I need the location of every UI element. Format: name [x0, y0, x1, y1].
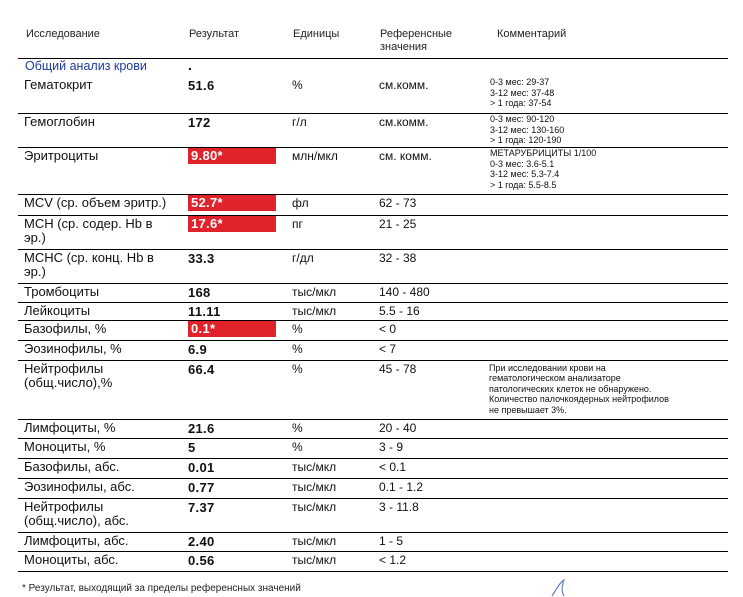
test-name-line: Тромбоциты [24, 284, 100, 299]
reference-range: 32 - 38 [379, 251, 417, 265]
comment-line: не превышает 3%. [489, 404, 567, 415]
table-row [18, 76, 728, 114]
comment-line: 0-3 мес: 3.6-5.1 [490, 158, 555, 169]
unit: % [292, 421, 303, 435]
table-row [18, 283, 728, 303]
test-name [24, 217, 153, 245]
reference-range: < 7 [379, 342, 397, 356]
table-row [18, 340, 728, 361]
unit: % [292, 322, 303, 336]
table-row [18, 215, 728, 250]
unit: % [292, 362, 303, 376]
comment-line: патологических клеток не обнаружено. [489, 383, 652, 394]
reference-range: 62 - 73 [379, 196, 417, 210]
table-row [18, 194, 728, 216]
unit: пг [292, 217, 303, 231]
unit: тыс/мкл [292, 285, 337, 299]
test-name [24, 421, 115, 435]
result-value: 168 [188, 285, 211, 300]
result-value: 33.3 [188, 251, 215, 266]
test-name-line: Эритроциты [24, 148, 99, 163]
table-row [18, 551, 728, 572]
table-row [18, 458, 728, 479]
test-name-line: Нейтрофилы [24, 361, 104, 376]
comment [490, 114, 564, 146]
test-name-line: Гемоглобин [24, 114, 95, 129]
test-name-line: Лимфоциты, % [24, 420, 116, 435]
reference-range: < 0.1 [379, 460, 407, 474]
unit: тыс/мкл [292, 460, 337, 474]
test-name [24, 115, 95, 129]
comment-line: 3-12 мес: 5.3-7.4 [490, 169, 560, 179]
test-name [24, 342, 122, 356]
result-value: 0.77 [188, 480, 215, 495]
unit: тыс/мкл [292, 500, 337, 514]
reference-range: 1 - 5 [379, 534, 404, 548]
result-value: 66.4 [188, 362, 215, 377]
unit: г/л [292, 115, 307, 129]
table-row [18, 478, 728, 499]
table-row [18, 438, 728, 459]
comment-line: > 1 года: 37-54 [490, 98, 552, 108]
test-name-line: Базофилы, абс. [24, 459, 120, 474]
test-name [24, 553, 119, 567]
test-name-line: эр.) [24, 264, 46, 279]
comment-line: 0-3 мес: 29-37 [490, 77, 550, 87]
test-name [24, 196, 166, 210]
test-name [24, 285, 99, 299]
unit: % [292, 342, 303, 356]
comment-line: > 1 года: 5.5-8.5 [490, 179, 557, 190]
test-name [24, 460, 119, 474]
reference-range: 0.1 - 1.2 [379, 480, 424, 494]
reference-range: см. комм. [379, 149, 432, 163]
test-name-line: эр.) [24, 230, 46, 245]
unit: млн/мкл [292, 149, 338, 163]
test-name [24, 149, 98, 163]
comment [489, 363, 669, 415]
test-name [24, 78, 92, 92]
result-value: 21.6 [188, 421, 215, 436]
table-row [18, 147, 728, 195]
test-name-line: MCH (ср. содер. Hb в [24, 216, 153, 231]
test-name-line: Моноциты, % [24, 439, 106, 454]
test-name-line: MCHC (ср. конц. Hb в [24, 250, 154, 265]
unit: тыс/мкл [292, 553, 337, 567]
comment-line: 0-3 мес: 90-120 [490, 114, 555, 124]
unit: тыс/мкл [292, 480, 337, 494]
table-row [18, 320, 728, 341]
reference-range: см.комм. [379, 78, 429, 92]
test-name-line: Лимфоциты, абс. [24, 533, 129, 548]
footnote: * Результат, выходящий за пределы референсных значений [22, 583, 301, 594]
header-result: Результат [189, 28, 240, 40]
table-row [18, 360, 728, 420]
result-value: 0.01 [188, 460, 215, 475]
section-marker: . [188, 57, 192, 73]
unit: тыс/мкл [292, 534, 337, 548]
unit: г/дл [292, 251, 314, 265]
result-value: 0.56 [188, 553, 215, 568]
section-title: Общий анализ крови [25, 59, 147, 73]
result-value-flagged: 0.1* [188, 321, 276, 337]
unit: фл [292, 196, 309, 210]
result-value: 11.11 [188, 304, 221, 319]
comment-line: 3-12 мес: 37-48 [490, 87, 555, 98]
header-comment: Комментарий [497, 28, 567, 40]
test-name [24, 440, 105, 454]
comment-line: МЕТАРУБРИЦИТЫ 1/100 [490, 148, 597, 158]
test-name [24, 322, 106, 336]
test-name-line: Нейтрофилы [24, 499, 104, 514]
test-name-line: Эозинофилы, % [24, 341, 122, 356]
test-name [24, 534, 129, 548]
test-name [24, 251, 154, 279]
test-name-line: (общ.число), абс. [24, 513, 130, 528]
test-name-line: MCV (ср. объем эритр.) [24, 195, 167, 210]
reference-range: 3 - 9 [379, 440, 404, 454]
reference-range: 21 - 25 [379, 217, 417, 231]
reference-range: 20 - 40 [379, 421, 417, 435]
comment-line: гематологическом анализаторе [489, 373, 621, 384]
header-reference-line2: значения [380, 41, 428, 53]
unit: тыс/мкл [292, 304, 337, 318]
unit: % [292, 78, 303, 92]
result-value: 172 [188, 115, 211, 130]
test-name [24, 304, 90, 318]
comment-line: > 1 года: 120-190 [490, 135, 562, 145]
comment [490, 77, 554, 109]
test-name-line: Гематокрит [24, 77, 93, 92]
comment-line: Количество палочкоядерных нейтрофилов [489, 394, 669, 405]
reference-range: < 1.2 [379, 553, 407, 567]
result-value: 51.6 [188, 78, 215, 93]
header-test: Исследование [26, 28, 100, 40]
reference-range: < 0 [379, 322, 397, 336]
test-name-line: Базофилы, % [24, 321, 107, 336]
test-name-line: Лейкоциты [24, 303, 91, 318]
comment-line: 3-12 мес: 130-160 [490, 124, 565, 135]
table-row [18, 532, 728, 552]
result-value: 2.40 [188, 534, 215, 549]
test-name [24, 480, 135, 494]
reference-range: 140 - 480 [379, 285, 430, 299]
result-value-flagged: 52.7* [188, 195, 276, 211]
result-value: 7.37 [188, 500, 215, 515]
table-row [18, 302, 728, 321]
reference-range: 3 - 11.8 [379, 500, 419, 514]
signature-mark [548, 578, 578, 597]
test-name-line: Моноциты, абс. [24, 552, 119, 567]
comment-line: При исследовании крови на [489, 363, 606, 373]
test-name [24, 500, 129, 528]
table-row [18, 419, 728, 439]
result-value-flagged: 17.6* [188, 216, 276, 232]
result-value: 6.9 [188, 342, 207, 357]
test-name-line: Эозинофилы, абс. [24, 479, 135, 494]
reference-range: см.комм. [379, 115, 429, 129]
reference-range: 45 - 78 [379, 362, 417, 376]
table-row [18, 498, 728, 533]
header-reference-line1: Референсные [380, 28, 453, 40]
test-name [24, 362, 112, 390]
test-name-line: (общ.число),% [24, 375, 113, 390]
header-units: Единицы [293, 28, 340, 40]
comment [490, 148, 596, 190]
table-row [18, 113, 728, 148]
unit: % [292, 440, 303, 454]
result-value-flagged: 9.80* [188, 148, 276, 164]
reference-range: 5.5 - 16 [379, 304, 420, 318]
header-reference [380, 28, 452, 54]
result-value: 5 [188, 440, 196, 455]
table-row [18, 249, 728, 284]
